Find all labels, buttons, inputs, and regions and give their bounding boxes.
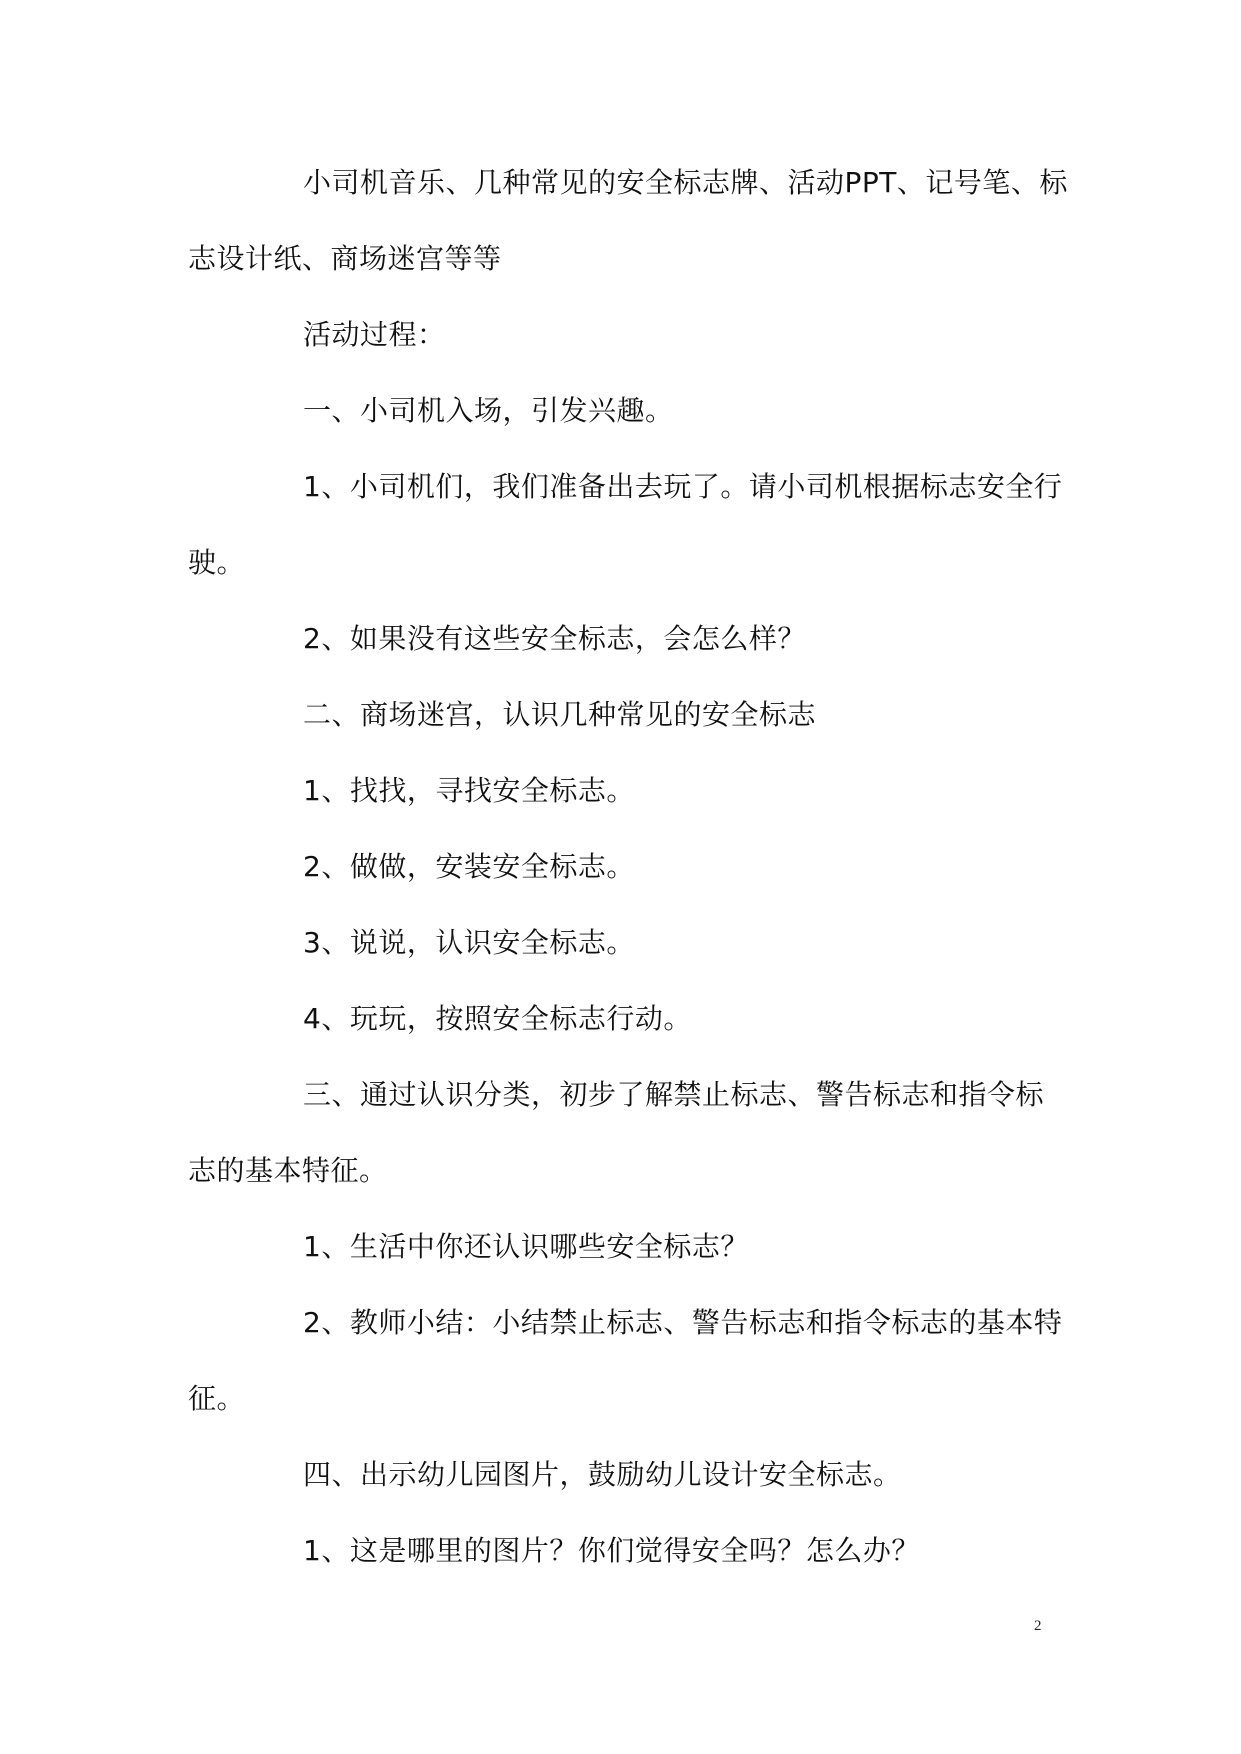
list-item: 1、找找，寻找安全标志。 — [303, 774, 635, 807]
page-number: 2 — [1034, 1618, 1042, 1634]
list-item: 2、做做，安装安全标志。 — [303, 850, 635, 883]
section-heading-1: 一、小司机入场，引发兴趣。 — [303, 394, 674, 427]
section-heading-3: 三、通过认识分类，初步了解禁止标志、警告标志和指令标志的基本特征。 — [188, 1078, 1045, 1187]
list-item: 1、生活中你还认识哪些安全标志？ — [303, 1230, 749, 1263]
list-item: 3、说说，认识安全标志。 — [303, 926, 635, 959]
section-heading-2: 二、商场迷宫，认识几种常见的安全标志 — [303, 698, 817, 731]
paragraph-materials: 小司机音乐、几种常见的安全标志牌、活动PPT、记号笔、标志设计纸、商场迷宫等等 — [188, 166, 1068, 275]
list-item: 1、这是哪里的图片？你们觉得安全吗？怎么办？ — [303, 1534, 920, 1567]
list-item: 2、如果没有这些安全标志，会怎么样？ — [303, 622, 806, 655]
list-item: 4、玩玩，按照安全标志行动。 — [303, 1002, 692, 1035]
list-item: 2、教师小结：小结禁止标志、警告标志和指令标志的基本特征。 — [188, 1306, 1063, 1415]
paragraph-activity-process: 活动过程： — [303, 318, 446, 351]
list-item: 1、小司机们，我们准备出去玩了。请小司机根据标志安全行驶。 — [188, 470, 1063, 579]
section-heading-4: 四、出示幼儿园图片，鼓励幼儿设计安全标志。 — [303, 1458, 902, 1491]
document-body — [188, 145, 1068, 1589]
